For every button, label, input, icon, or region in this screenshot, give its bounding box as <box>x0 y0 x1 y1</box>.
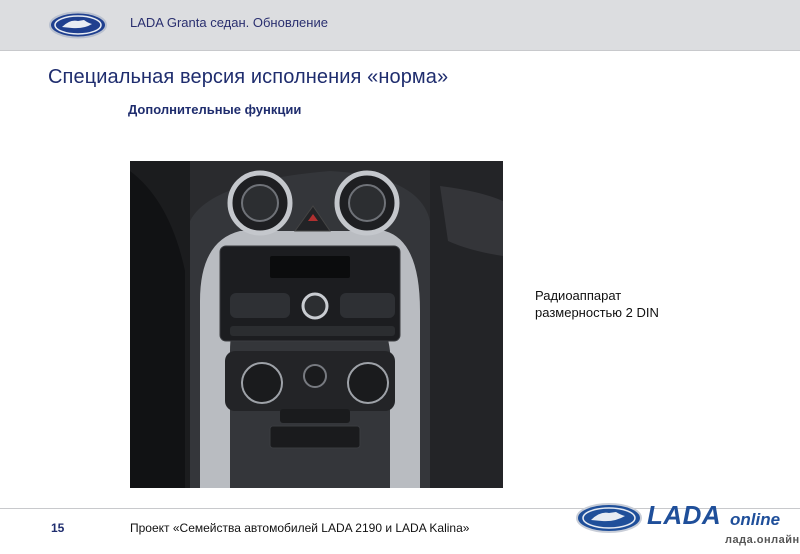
dashboard-photo <box>130 161 503 488</box>
header-title: LADA Granta седан. Обновление <box>130 15 328 30</box>
brand-lada-text: LADA <box>647 500 722 530</box>
lada-logo-icon <box>48 11 108 39</box>
brand-domain-text: лада.онлайн <box>725 534 800 546</box>
lada-online-brand <box>575 500 800 554</box>
lada-boat-logo-icon <box>575 502 643 534</box>
caption-line-1: Радиоаппарат <box>535 288 622 303</box>
slide-subtitle: Дополнительные функции <box>128 102 302 117</box>
brand-online-text: online <box>730 510 781 529</box>
header-bar <box>0 0 800 51</box>
slide-title: Специальная версия исполнения «норма» <box>48 66 449 88</box>
caption-line-2: размерностью 2 DIN <box>535 305 659 320</box>
photo-caption <box>535 287 659 321</box>
page-number: 15 <box>51 521 65 535</box>
footer-project-text: Проект «Семейства автомобилей LADA 2190 и LADA Kalina» <box>130 521 470 535</box>
